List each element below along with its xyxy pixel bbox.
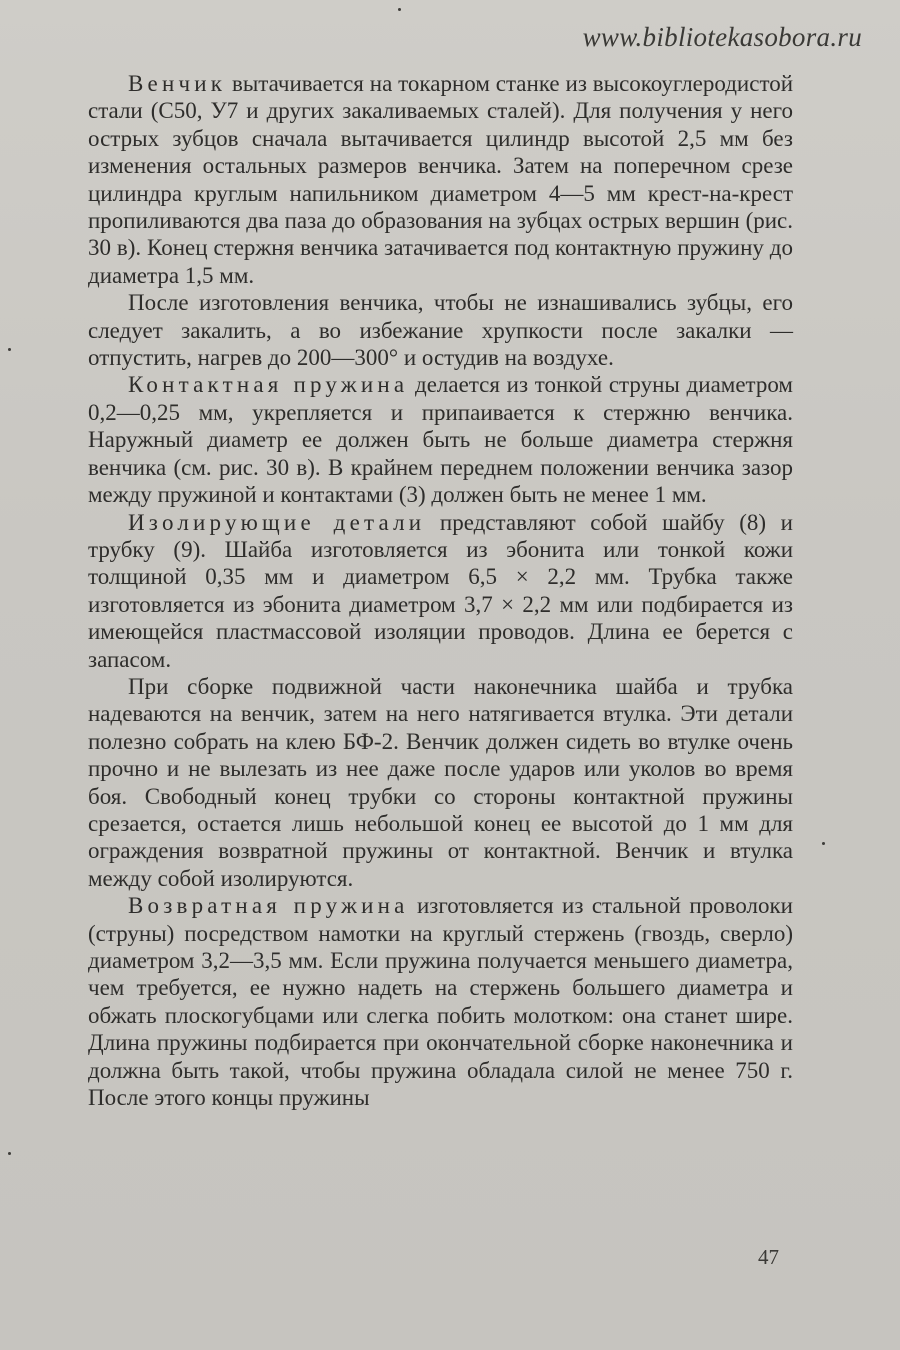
term-venchik: Венчик <box>128 71 227 96</box>
paragraph-venchik <box>88 70 793 289</box>
paragraph-text: изготовляется из стальной проволоки (струны) посредством намотки на круглый стержень (гвоздь, сверло) диаметром 3,2—3,5 мм. Если пружина получается меньшего диаметра, чем требуется, ее нужно надеть на стержень большего диаметра и обжать плоскогубцами или слегка побить молотком: она станет шире. Длина пружины подбирается при окончательной сборке наконечника и должна быть такой, чтобы пружина обладала силой не менее 750 г. После этого концы пружины <box>88 893 793 1111</box>
paragraph-text: После изготовления венчика, чтобы не изнашивались зубцы, его следует закалить, а во избежание хрупкости после закалки — отпустить, нагрев до 200—300° и остудив на воздухе. <box>88 290 793 371</box>
paragraph-return-spring <box>88 892 793 1111</box>
paragraph-text: делается из тонкой струны диаметром 0,2—0,25 мм, укрепляется и припаивается к стержню венчика. Наружный диаметр ее должен быть не больше диаметра стержня венчика (см. рис. 30 в). В крайнем переднем положении венчика зазор между пружиной и контактами (3) должен быть не менее 1 мм. <box>88 372 793 508</box>
paragraph-text: вытачивается на токарном станке из высокоуглеродистой стали (С50, У7 и других закаливаемых сталей). Для получения у него острых зубцов сначала вытачивается цилиндр высотой 2,5 мм без изменения остальных размеров венчика. Затем на поперечном срезе цилиндра круглым напильником диаметром 4—5 мм крест-на-крест пропиливаются два паза до образования на зубцах острых вершин (рис. 30 в). Конец стержня венчика затачивается под контактную пружину до диаметра 1,5 мм. <box>88 71 793 288</box>
term-contact-spring: Контактная пружина <box>128 372 409 398</box>
watermark-url: www.bibliotekasobora.ru <box>582 22 862 52</box>
term-insulating-parts: Изолирующие детали <box>128 509 426 535</box>
paragraph-text: представляют собой шайбу (8) и трубку (9). Шайба изготовляется из эбонита или тонкой кожи толщиной 0,35 мм и диаметром 6,5 × 2,2 мм. Трубка также изготовляется из эбонита диаметром 3,7 × 2,2 мм или подбирается из имеющейся пластмассовой изоляции проводов. Длина ее берется с запасом. <box>88 509 793 672</box>
scan-speck <box>398 8 401 11</box>
paragraph-assembly <box>88 673 793 892</box>
page-number: 47 <box>758 1245 779 1269</box>
scan-speck <box>8 348 11 351</box>
term-return-spring: Возвратная пружина <box>128 893 409 919</box>
scan-speck <box>822 842 825 845</box>
paragraph-contact-spring <box>88 371 793 508</box>
paragraph-insulating-parts <box>88 509 793 673</box>
paragraph-text: При сборке подвижной части наконечника шайба и трубка надеваются на венчик, затем на него натягивается втулка. Эти детали полезно собрать на клею БФ-2. Венчик должен сидеть во втулке очень прочно и не вылезать из нее даже после ударов или уколов во время боя. Свободный конец трубки со стороны контактной пружины срезается, остается лишь небольшой конец ее высотой до 1 мм для ограждения возвратной пружины от контактной. Венчик и втулка между собой изолируются. <box>88 673 793 891</box>
body-text <box>88 70 793 1111</box>
paragraph-hardening <box>88 289 793 371</box>
scan-speck <box>8 1152 11 1155</box>
